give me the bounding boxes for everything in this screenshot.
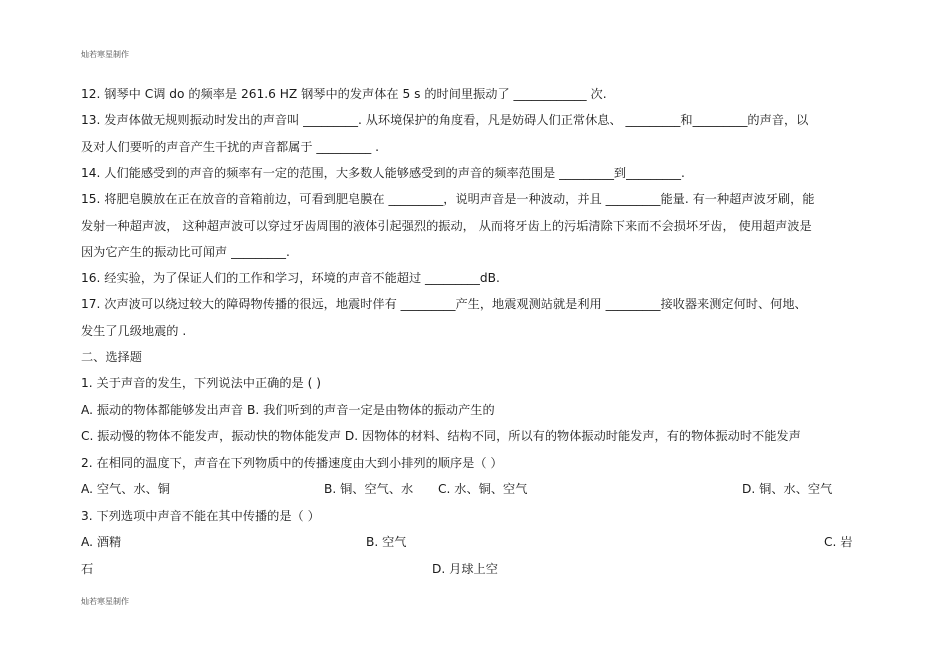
- page-footer: 灿若寒星制作: [81, 597, 129, 606]
- choice-question-2-option-a: A. 空气、水、铜: [81, 482, 170, 496]
- choice-question-1-options-ab: A. 振动的物体都能够发出声音 B. 我们听到的声音一定是由物体的振动产生的: [81, 403, 495, 417]
- question-16: 16. 经实验，为了保证人们的工作和学习，环境的声音不能超过 _________dB.: [81, 271, 500, 285]
- choice-question-3-option-b: B. 空气: [366, 535, 407, 549]
- choice-question-3-option-d: D. 月球上空: [432, 562, 498, 576]
- question-15-line-2: 发射一种超声波， 这种超声波可以穿过牙齿周围的液体引起强烈的振动， 从而将牙齿上的污垢清除下来而不会损坏牙齿， 使用超声波是: [81, 219, 812, 233]
- choice-question-1-options-cd: C. 振动慢的物体不能发声，振动快的物体能发声 D. 因物体的材料、结构不同，所以有的物体振动时能发声，有的物体振动时不能发声: [81, 429, 801, 443]
- choice-question-3: 3. 下列选项中声音不能在其中传播的是（ ）: [81, 509, 320, 523]
- question-17-line-1: 17. 次声波可以绕过较大的障碍物传播的很远，地震时伴有 _________产生，地震观测站就是利用 _________接收器来测定何时、何地、: [81, 297, 807, 311]
- section-heading-choice: 二、选择题: [81, 350, 142, 364]
- question-13-line-2: 及对人们要听的声音产生干扰的声音都属于 _________ .: [81, 140, 380, 154]
- choice-question-2: 2. 在相同的温度下，声音在下列物质中的传播速度由大到小排列的顺序是（ ）: [81, 456, 503, 470]
- question-13-line-1: 13. 发声体做无规则振动时发出的声音叫 _________. 从环境保护的角度看，凡是妨碍人们正常休息、 _________和_________的声音，以: [81, 113, 809, 127]
- page-header: 灿若寒星制作: [81, 50, 129, 59]
- choice-question-2-option-b: B. 铜、空气、水: [324, 482, 414, 496]
- choice-question-2-option-d: D. 铜、水、空气: [742, 482, 833, 496]
- question-15-line-3: 因为它产生的振动比可闻声 _________.: [81, 245, 290, 259]
- question-15-line-1: 15. 将肥皂膜放在正在放音的音箱前边，可看到肥皂膜在 _________，说明声音是一种波动，并且 _________能量. 有一种超声波牙刷，能: [81, 192, 815, 206]
- choice-question-3-option-c-wrap: 石: [81, 562, 94, 576]
- choice-question-2-option-c: C. 水、铜、空气: [438, 482, 528, 496]
- choice-question-3-option-a: A. 酒精: [81, 535, 122, 549]
- choice-question-1: 1. 关于声音的发生，下列说法中正确的是 ( ): [81, 376, 321, 390]
- question-12: 12. 钢琴中 C调 do 的频率是 261.6 HZ 钢琴中的发声体在 5 s 的时间里振动了 ____________ 次.: [81, 87, 607, 101]
- question-14: 14. 人们能感受到的声音的频率有一定的范围，大多数人能够感受到的声音的频率范围是 _________到_________.: [81, 166, 685, 180]
- choice-question-3-option-c: C. 岩: [824, 535, 853, 549]
- question-17-line-2: 发生了几级地震的 .: [81, 324, 187, 338]
